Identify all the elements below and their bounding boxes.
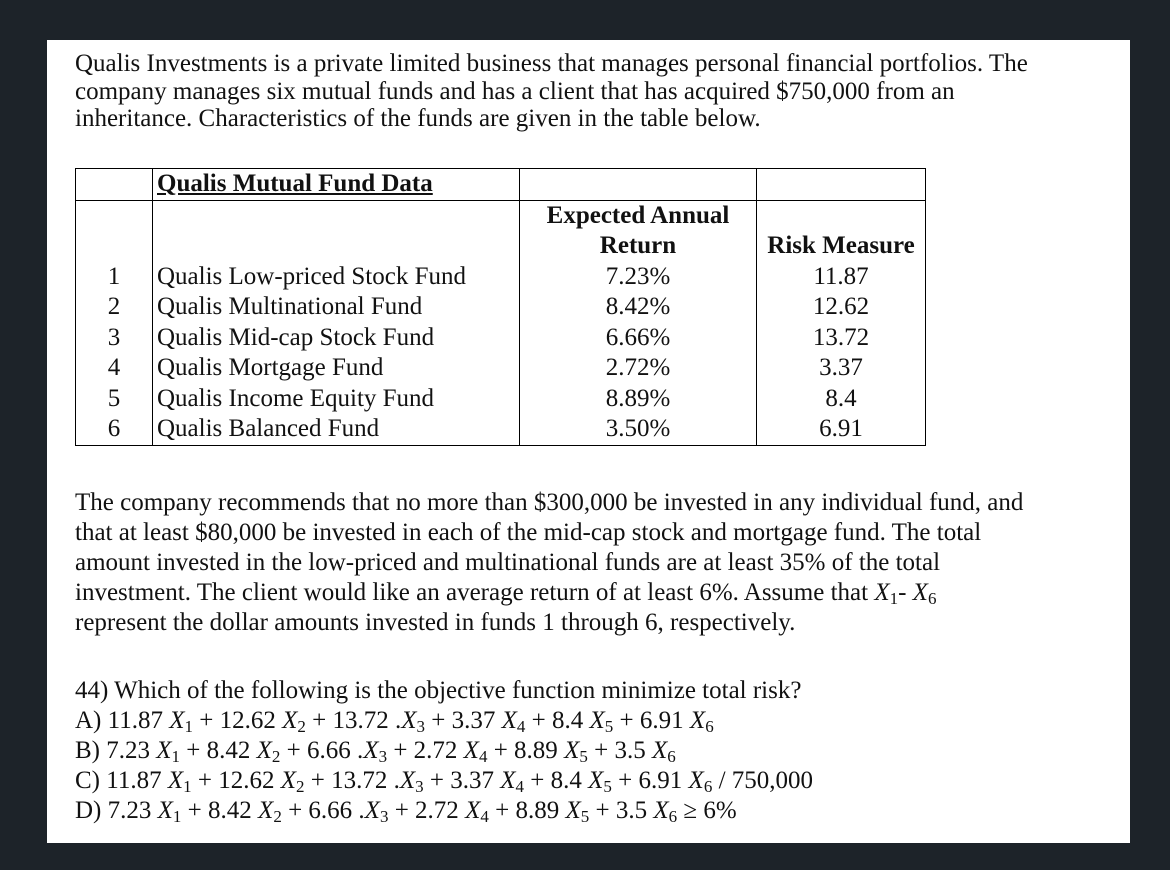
fund-return: 2.72% <box>520 353 757 384</box>
constraints-paragraph <box>75 488 1115 638</box>
intro-line: Qualis Investments is a private limited business that manages personal financial portfolios. The <box>75 50 1028 77</box>
fund-return: 6.66% <box>520 323 757 354</box>
variable-x: X <box>912 579 928 606</box>
constraints-text: investment. The client would like an average return of at least 6%. Assume that <box>75 579 875 606</box>
fund-risk: 11.87 <box>757 262 926 293</box>
col-header-risk: Risk Measure <box>757 200 926 262</box>
question-block <box>75 676 1115 826</box>
option-a[interactable]: A) 11.87 $X_1 + 12.62$ $X_2 + 13.72$ $.X_3 + 3.37$ $X_4 + 8.4$ $X_5 + 6.91$ $X_6$ <box>75 707 714 736</box>
fund-risk: 8.4 <box>757 384 926 415</box>
fund-return: 8.42% <box>520 292 757 323</box>
table-title-row <box>76 169 926 201</box>
option-b[interactable]: B) 7.23 $X_1 + 8.42$ $X_2 + 6.66$ $.X_3 + 2.72$ $X_4 + 8.89$ $X_5 + 3.5$ $X_6$ <box>75 737 676 766</box>
variable-subscript: 1 <box>889 589 899 608</box>
fund-return: 3.50% <box>520 414 757 445</box>
fund-data-table <box>75 168 926 446</box>
fund-name: Qualis Mid-cap Stock Fund <box>153 323 520 354</box>
fund-risk: 3.37 <box>757 353 926 384</box>
constraints-line <box>75 578 1115 608</box>
col-header-return <box>520 200 757 262</box>
fund-name: Qualis Mortgage Fund <box>153 353 520 384</box>
row-index: 1 <box>76 262 153 293</box>
constraints-line: amount invested in the low-priced and multinational funds are at least 35% of the total <box>75 549 941 576</box>
fund-name: Qualis Income Equity Fund <box>153 384 520 415</box>
row-index: 2 <box>76 292 153 323</box>
range-dash: - <box>898 579 913 606</box>
table-row <box>76 262 926 293</box>
fund-risk: 13.72 <box>757 323 926 354</box>
col-header-return-line: Return <box>599 232 677 259</box>
fund-return: 7.23% <box>520 262 757 293</box>
table-row <box>76 353 926 384</box>
table-row <box>76 384 926 415</box>
variable-subscript: 6 <box>927 589 937 608</box>
fund-name: Qualis Multinational Fund <box>153 292 520 323</box>
option-d[interactable]: D) 7.23 $X_1 + 8.42$ $X_2 + 6.66$ $.X_3 + 2.72$ $X_4 + 8.89$ $X_5 + 3.5$ $X_6 \ge 6\%$ <box>75 797 737 826</box>
fund-return: 8.89% <box>520 384 757 415</box>
row-index: 3 <box>76 323 153 354</box>
table-row <box>76 323 926 354</box>
question-stem: 44) Which of the following is the objective function minimize total risk? <box>75 677 802 704</box>
intro-paragraph <box>75 50 1115 133</box>
intro-line: inheritance. Characteristics of the funds are given in the table below. <box>75 105 761 132</box>
document-page <box>47 40 1130 843</box>
col-header-return-line: Expected Annual <box>546 201 730 229</box>
row-index: 6 <box>76 414 153 445</box>
table-title: Qualis Mutual Fund Data <box>153 169 520 201</box>
intro-line: company manages six mutual funds and has a client that has acquired $750,000 from an <box>75 77 955 105</box>
row-index: 5 <box>76 384 153 415</box>
constraints-line: that at least $80,000 be invested in each of the mid-cap stock and mortgage fund. The total <box>75 519 982 546</box>
variable-x: X <box>874 579 890 606</box>
fund-risk: 6.91 <box>757 414 926 445</box>
table-row <box>76 414 926 445</box>
fund-risk: 12.62 <box>757 292 926 323</box>
constraints-line: The company recommends that no more than $300,000 be invested in any individual fund, and <box>75 489 1024 516</box>
option-c[interactable]: C) 11.87 $X_1 + 12.62$ $X_2 + 13.72$ $.X_3 + 3.37$ $X_4 + 8.4$ $X_5 + 6.91$ $X_6 / 750,000$ <box>75 767 814 796</box>
constraints-line: represent the dollar amounts invested in funds 1 through 6, respectively. <box>75 609 796 636</box>
table-row <box>76 292 926 323</box>
table-header-row <box>76 200 926 262</box>
fund-name: Qualis Balanced Fund <box>153 414 520 445</box>
fund-name: Qualis Low-priced Stock Fund <box>153 262 520 293</box>
row-index: 4 <box>76 353 153 384</box>
